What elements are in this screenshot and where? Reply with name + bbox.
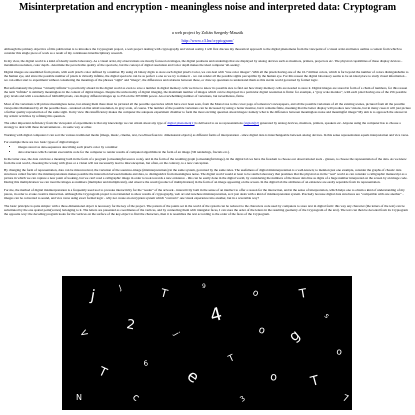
cryptogram-glyph: o [250, 287, 261, 300]
cryptogram-glyph: < [78, 326, 91, 341]
paragraph-4: But unfortunately the phrase "virtually infinite" is practically absurd in the digital world as even to save a number in digital memory cells we have to know its possible size to find out how many memory cells are needed to store it. Digital images are stored in form of a chain of numbers, for this reason the term "infinite" is similarly meaningless in the context of digital images. Despite the universality of digital imaging, the maximum number of images which can be displayed in a particular digital resolution is finite: for example, a "gray scale monitor", with each pixel having one of the 256 possible gray levels and with a resolution of 640x480 pixels, can display different images up to 256 on the 307200th power. An overwhelming number of variations, but nevertheless, finite. [4, 85, 408, 99]
byline: a web project by Zoltán Szegedy-Maszák [171, 30, 244, 35]
paragraph-2: In my view, the digital world is a kind of ideally sterile laboratory. As a visual artist, my observations are mostly focused on images, the digital positions and renderings that are displayed by analog devices such as monitors, printers, projectors etc. The physical capabilities of these display devices - maximum resolution, color depth - determine the perceivable quality of the spectacle, but the concept of digital resolution and Color depth makes the ideal computer 'all-seeing'. [4, 58, 403, 67]
paragraph-6-part-a: The other important deficiency from the viewpoint of experiments is that any knowledge we can obtain about any type of [4, 121, 167, 126]
cryptogram-glyph: o [269, 370, 278, 384]
cryptogram-glyph: j [172, 330, 182, 337]
paragraph-6-part-c: generated by analog devices, monitors, printers, speakers etc. Anyone using the computer has to choose a strategy to deal with these inconveniences - in some way or other. [4, 121, 401, 130]
paragraph-10: By changing the form of representation, data can be misconceived, the variation of the sound-to-image (misinterpretations) in the same system, governed by the same rules. The usefulness of digital misinterpretation is a well-known; to mention just one example, consider the graphs of chaotic data structures called fractals: the misinterpretations makes possible the interaction between humans and data, to distinguish it from meaningless noise. The digital world would at least to be sterile laboratory that promises that the physical as in the "real" world as can consider a calligraphic manuscript as a picture in which we can capture a new point of looking, but we can't read a calligraphic image in order to look towards a new existence - this can be easily done in the digital world, by considering the numbers of the linear data line as digits of a huge number interpreted on the screen by an image code. During this multiplication we can treat the images as numbers (multiplier and multiplicand), and observe the result (product of multiplication) in the form of an image appearing on the screen. In the digital lab the attributes of an existence are easily separable from its representation. [4, 168, 408, 185]
paragraph-7: Working with digital computers I can sort the various traditional media (image, music, cinema, text, two/three/four/etc. dimensional objects) as different forms of interpretation - since digital data is interchangeable between analog devices. In this sense representation equals interpretation and vice versa. [4, 132, 409, 137]
cryptogram-glyph: o [256, 324, 267, 337]
cryptogram-glyph: 6 [142, 359, 149, 368]
footnote-link-1[interactable]: digital phenomen[1] [167, 121, 195, 126]
cryptogram-glyph: T [298, 285, 308, 301]
paragraph-5: Most of the variations will picture meaningless noise, but among them there must be pictured all the possible spectacles which have ever been seen, from the Mona Lisa to the cover page of tomorrow's newspapers, and all the possible variations of all the existing scenes, pictured from all the possible viewpoints illuminated by all the possible hues - rendered on that small resolution, in gray scale, of course. The number of the possible variations can be increased by using a better monitor, but it remains finite, meaning that the better display will produce new visions, but in many cases it will just picture a further quality reproduction of the same sight. In my view this insufficiency makes the computer the adequate experiment chamber to form the most exciting question about images: namely what is the difference between meaningless noise and meaningful image? My aim is to approach the answer in my artistic activities by refining this question. [4, 101, 411, 118]
paragraph-1: Although the primary objective of this publication is to introduce the Cryptogram project, a web project dealing with cryptography and virtual reality, I will first discuss my theoretical approach to the digital phenomena from the viewpoint of a visual artist and hence outline a context from which to consider this single piece of work as a result of my continuous interdisciplinary research. [4, 47, 403, 56]
cryptogram-glyph: 3 [238, 394, 247, 404]
cryptogram-glyph: 7 [340, 393, 350, 405]
cryptogram-glyph: s [322, 311, 331, 320]
glyph-layer [76, 283, 350, 405]
paragraph-11: For me, the method of digital misinterpretation is a frequently used tool to provoke interactivity for the "reader" of the artwork - interactivity both in the sense of an intellect to offer a reason for the interaction, and in the sense of interpretation, which helps one to obtain a kind of understanding of my pieces, in order to evoke creative interaction. Although the Cryptogram project is not intended to show results of cryptography, web art and nowhere misinterpretation, as it just deals with a kind of misinterpretation system. Precisely because digital data structures are "compatible with one another" - images can be converted to sound, and vice versa using exact formal logic - why not create an encryption system which "converts" one visual experience into another, but in a reversible way? [4, 187, 405, 201]
footnote-link-2[interactable]: (signals)[2] [243, 121, 260, 126]
cryptogram-glyph: o [335, 347, 343, 358]
cryptogram-glyph: c [130, 391, 142, 404]
cryptogram-glyph: g [286, 327, 304, 346]
project-link[interactable]: http://www.c3.hu/cryptogram/ [181, 38, 234, 43]
paragraph-6-part-b: is delivered to us as representations [195, 121, 243, 126]
cryptogram-figure [62, 276, 352, 410]
paragraph-6 [4, 121, 411, 129]
cryptogram-glyph: T [159, 286, 170, 301]
cryptogram-glyph: N [76, 393, 82, 402]
cryptogram-glyph: 9 [202, 283, 206, 290]
article-body [4, 47, 411, 219]
paragraph-12: The basic principle is quite simple: with a three-dimensional object is necessary for the key of the project. The pattern of the points set in the world of the system can be reduced to the characters code used by computers to store text in digital form: this way any character (the letters of the text) can be substituted by the one spatial point(vertex) belonging to it. The letters are presented as coordinates of the vertices, and by connecting them with triangular faces, I can store the order of the letters in the resulting geometry of the Cryptogram of the text). The text can then be decoded from its Cryptogram the opposite way: the decoding program looks for the vertices on the surface of the key-object to find the characters, then it is resembles the text according to the order of the faces of the Cryptogram. [4, 203, 408, 216]
page-title: Misinterpretation and encryption - meaningless noise and interpreted data: Cryptogram [18, 2, 397, 13]
cryptogram-glyph: T [309, 373, 321, 390]
list-item: • data structures which contain executable code for the computer to render results of computed algorithms in the form of an image (3D renderings, fractals etc.). [18, 150, 411, 154]
cryptogram-glyph: e [183, 365, 203, 387]
paragraph-8: For example there are two basic types of digital images: [4, 140, 79, 145]
cryptogram-svg [62, 276, 352, 410]
cryptogram-glyph: 2 [125, 317, 137, 334]
list-item: • images stored as data-sequences describing each pixel's color by a number [18, 145, 411, 149]
cryptogram-glyph: T [96, 364, 110, 380]
cryptogram-glyph: 4 [207, 303, 225, 327]
cryptogram-glyph: j [89, 286, 97, 305]
paragraph-9: In the latter case, the data can have a meaning both in the form of a program (a meaningful source code), and in the form of the resulting graph (a meaningful image). In the digital lab we have the freedom to choose our observational tools - glasses, to choose the representation of the data. As we know from the real world, choosing the wrong with glass or a vision will not necessarily lead to misconception, but often, on the contrary, to a new conception. [4, 156, 407, 165]
cryptogram-glyph: T [227, 353, 237, 365]
image-types-list [4, 145, 411, 153]
cryptogram-glyph: J [117, 283, 123, 292]
paragraph-3: Digital images are assembled from pixels, with each pixel's color defined by a number. By using 24 binary digits to store each digital pixel's Color, we can deal with "true color images". With all the pixels having one of the 16.7 million colors, which is far beyond the number of colors distinguishable to the human eye, and since the possible number of pixels is virtually infinite, the digital spectacle can be as perfect a one as we try to make it - we can render all the possible sights perceptible by the human eye. For this reason the digital laboratory seems to be an ideal place to study visual information - we can either start to experiment without considering the meanings of the phrases "sight" and "image", the differences and relations between these, or draw up questions to understand them as this sterile world governed by formal logic. [4, 70, 409, 83]
